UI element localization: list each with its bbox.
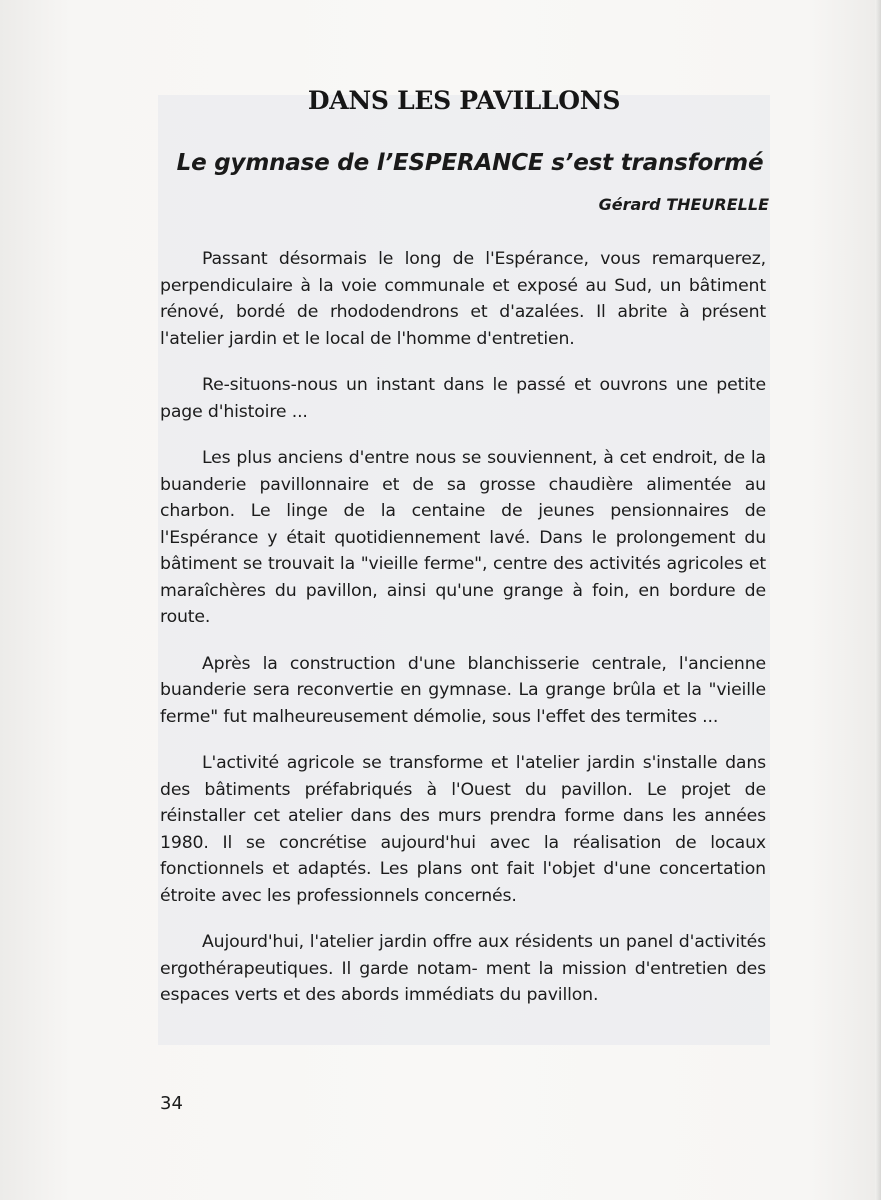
paragraph-2: Re-situons-nous un instant dans le passé et ouvrons une petite page d'histoire ... [160, 375, 766, 422]
author-name: Gérard THEURELLE [598, 195, 769, 214]
page-edge [875, 0, 881, 1200]
paragraph-5: L'activité agricole se transforme et l'atelier jardin s'installe dans des bâtiments préfabriqués à l'Ouest du pavillon. Le projet de réinstaller cet atelier dans des murs prendra forme dans les années 1980. Il se concrétise aujourd'hui avec la réalisation de locaux fonctionnels et adaptés. Les plans ont fait l'objet d'une concertation étroite avec les professionnels concernés. [160, 753, 766, 906]
paragraph-4: Après la construction d'une blanchisserie centrale, l'ancienne buanderie sera reconvertie en gymnase. La grange brûla et la "vieille ferme" fut malheureusement démolie, sous l'effet des termites ... [160, 653, 766, 727]
page-number: 34 [160, 1093, 183, 1114]
article-body [160, 246, 766, 1029]
paragraph-3: Les plus anciens d'entre nous se souviennent, à cet endroit, de la buanderie pavillonnaire et de sa grosse chaudière alimentée au charbon. Le linge de la centaine de jeunes pensionnaires de l'Espérance y était quotidiennement lavé. Dans le prolongement du bâtiment se trouvait la "vieille ferme", centre des activités agricoles et maraîchères du pavillon, ainsi qu'une grange à foin, en bordure de route. [160, 448, 766, 627]
paragraph-6: Aujourd'hui, l'atelier jardin offre aux résidents un panel d'activités ergothérapeutiques. Il garde notam- ment la mission d'entretien des espaces verts et des abords immédiats du pavillon. [160, 932, 766, 1005]
section-title: DANS LES PAVILLONS [307, 86, 621, 115]
article-title: Le gymnase de l’ESPERANCE s’est transformé [176, 150, 764, 176]
paragraph-1: Passant désormais le long de l'Espérance, vous remarquerez, perpendiculaire à la voie communale et exposé au Sud, un bâtiment rénové, bordé de rhododendrons et d'azalées. Il abrite à présent l'atelier jardin et le local de l'homme d'entretien. [160, 249, 766, 349]
